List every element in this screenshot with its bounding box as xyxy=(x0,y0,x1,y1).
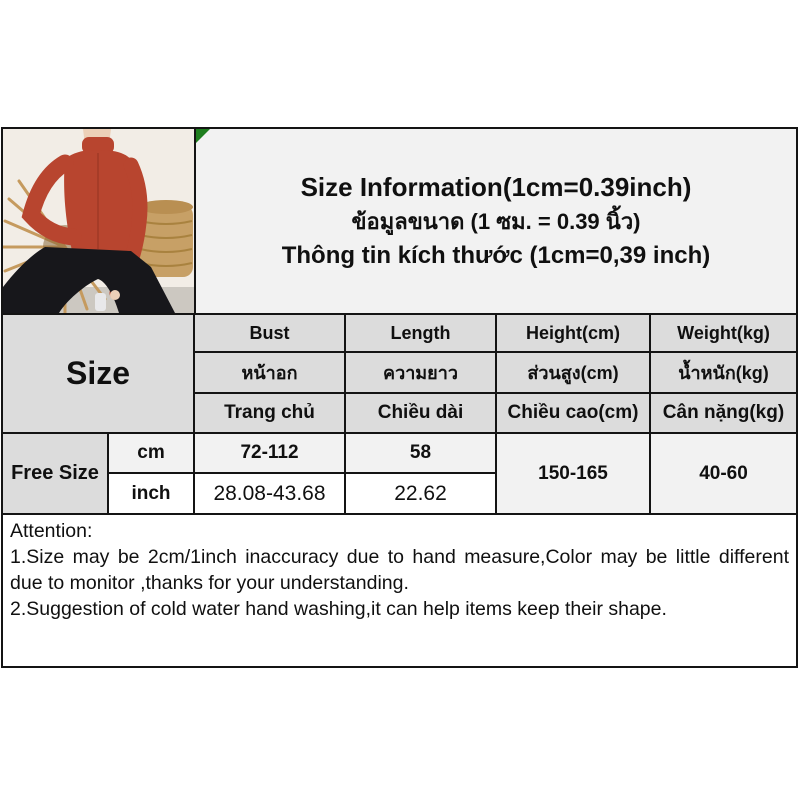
col-header-bust-vi: Trang chủ xyxy=(195,394,346,434)
size-chart-content xyxy=(1,127,798,668)
title-english: Size Information(1cm=0.39inch) xyxy=(300,171,692,202)
col-header-length-th: ความยาว xyxy=(346,353,497,394)
value-bust-inch: 28.08-43.68 xyxy=(195,474,346,515)
col-header-length-en: Length xyxy=(346,315,497,353)
value-length-cm: 58 xyxy=(346,434,497,474)
product-photo-illustration xyxy=(3,129,194,313)
col-header-bust-th: หน้าอก xyxy=(195,353,346,394)
size-corner-cell: Size xyxy=(3,315,195,434)
col-header-weight-en: Weight(kg) xyxy=(651,315,796,353)
value-weight: 40-60 xyxy=(651,434,796,515)
title-cell xyxy=(196,129,796,313)
value-bust-cm: 72-112 xyxy=(195,434,346,474)
col-header-weight-vi: Cân nặng(kg) xyxy=(651,394,796,434)
col-header-height-en: Height(cm) xyxy=(497,315,651,353)
value-height: 150-165 xyxy=(497,434,651,515)
size-table xyxy=(3,315,796,515)
col-header-weight-th: น้ำหนัก(kg) xyxy=(651,353,796,394)
title-thai: ข้อมูลขนาด (1 ซม. = 0.39 นิ้ว) xyxy=(351,208,641,234)
col-header-bust-en: Bust xyxy=(195,315,346,353)
attention-section xyxy=(3,515,796,622)
col-header-height-th: ส่วนสูง(cm) xyxy=(497,353,651,394)
green-corner-marker-icon xyxy=(196,129,210,143)
row-label-free-size: Free Size xyxy=(3,434,109,515)
unit-label-cm: cm xyxy=(109,434,195,474)
top-section xyxy=(3,129,796,315)
attention-note-2: 2.Suggestion of cold water hand washing,it can help items keep their shape. xyxy=(10,598,667,620)
attention-heading: Attention: xyxy=(10,520,93,542)
value-length-inch: 22.62 xyxy=(346,474,497,515)
col-header-height-vi: Chiều cao(cm) xyxy=(497,394,651,434)
title-vietnamese: Thông tin kích thước (1cm=0,39 inch) xyxy=(281,241,711,269)
product-photo xyxy=(3,129,196,313)
attention-note-1: 1.Size may be 2cm/1inch inaccuracy due to hand measure,Color may be little different due to monitor ,thanks for your understanding. xyxy=(10,546,789,594)
col-header-length-vi: Chiều dài xyxy=(346,394,497,434)
unit-label-inch: inch xyxy=(109,474,195,515)
